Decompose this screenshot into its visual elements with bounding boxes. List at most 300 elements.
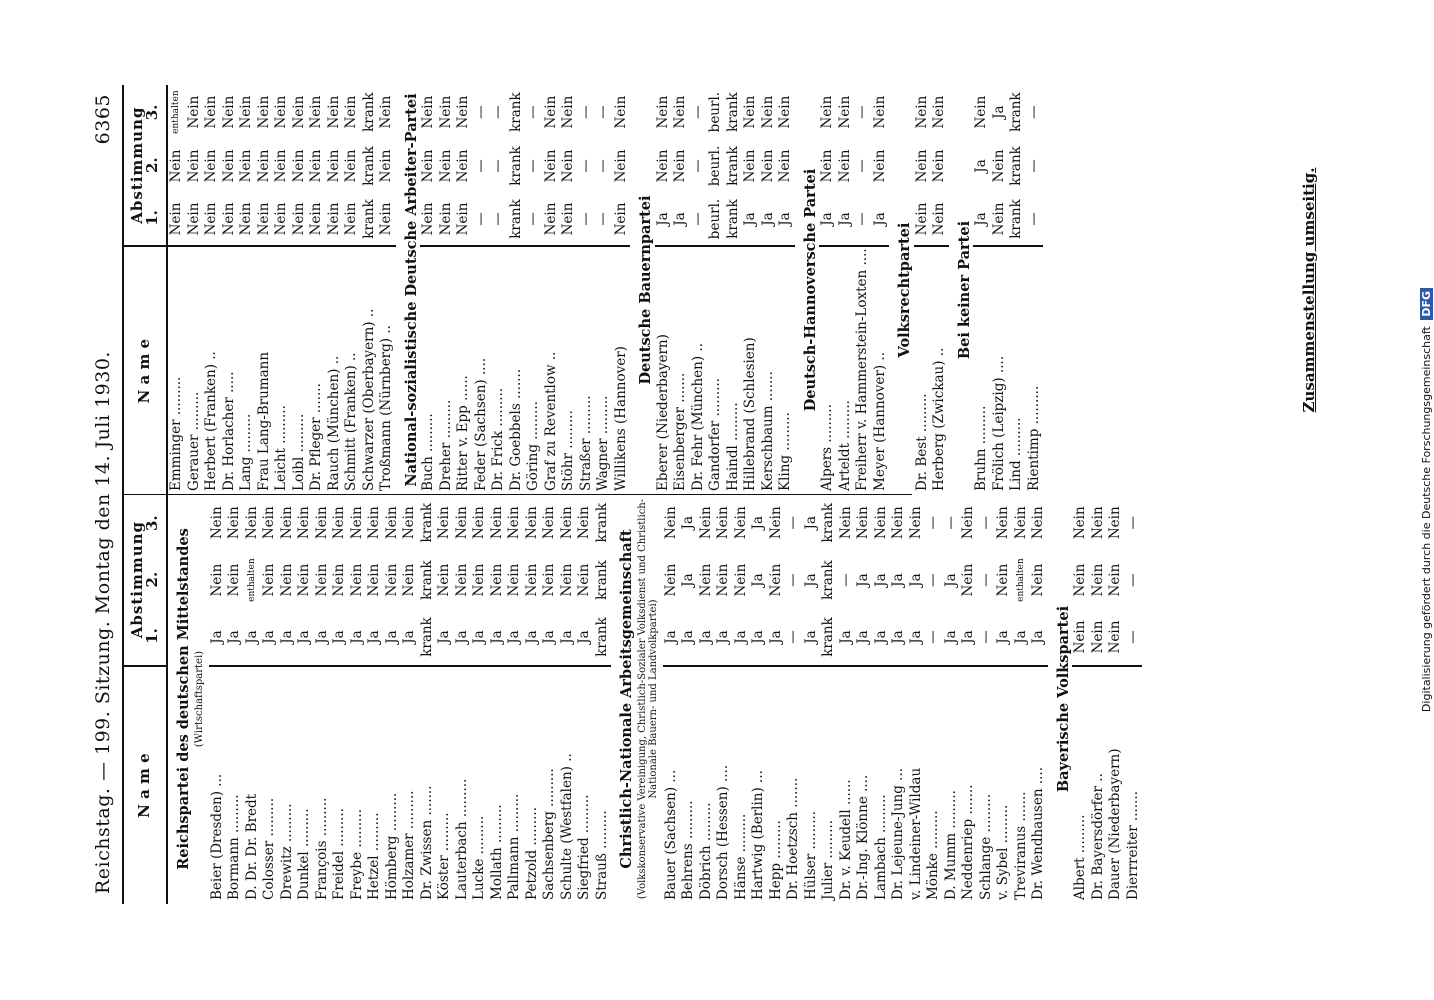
member-row <box>890 494 908 904</box>
vote-3: — <box>977 515 994 530</box>
vote-1: Ja <box>838 609 856 666</box>
vote-3: Nein <box>541 506 557 540</box>
party-heading-row <box>1048 494 1073 904</box>
member-row <box>931 85 949 495</box>
vote-1: krank <box>820 609 838 666</box>
name-header: N a m e <box>123 666 167 904</box>
member-name: Hartwig (Berlin) ... <box>750 770 766 900</box>
vote-1: — <box>473 193 491 247</box>
member-row <box>777 85 795 495</box>
vote-3: Nein <box>203 95 219 129</box>
vote-1: Ja <box>698 609 716 666</box>
member-name: Freybe ......... <box>348 809 365 900</box>
vote-1: Nein <box>326 193 344 247</box>
vote-1: beurl. <box>707 193 725 247</box>
member-name: Bauer (Sachsen) ... <box>662 769 679 900</box>
vote-3: Nein <box>471 506 487 540</box>
vote-1: Ja <box>524 609 542 666</box>
member-row <box>707 85 725 495</box>
vote-2: krank <box>507 146 524 186</box>
vote-3: Nein <box>973 95 989 129</box>
vote-3: Nein <box>913 95 930 129</box>
vote-2: Nein <box>290 149 307 183</box>
vote-1: Ja <box>401 609 419 666</box>
vote-3: Nein <box>401 506 417 540</box>
member-name: Hetzel ......... <box>366 812 382 900</box>
vote-1: Ja <box>1013 609 1031 666</box>
vote-3: Nein <box>767 506 784 540</box>
party-title: Bei keiner Partei <box>955 220 973 360</box>
vote-1: Nein <box>167 193 186 247</box>
vote-2: Nein <box>226 563 242 597</box>
vote-2: Nein <box>836 149 853 183</box>
vote-2: Nein <box>488 563 505 597</box>
member-row <box>420 85 438 495</box>
member-row <box>973 85 991 495</box>
header-row <box>123 494 167 904</box>
member-name: Alpers ......... <box>819 404 835 491</box>
member-name: Dr. Goebbels ....... <box>507 368 524 491</box>
member-name: Leicht ......... <box>273 405 289 491</box>
vote-2: Nein <box>960 563 976 597</box>
vote-2: Ja <box>890 573 906 587</box>
vote-1: — <box>578 193 596 247</box>
vote-3: Ja <box>990 105 1007 119</box>
member-row <box>1090 494 1108 904</box>
member-name: Gandorfer ......... <box>707 377 723 491</box>
vote-2: Nein <box>401 563 417 597</box>
vote-3: Nein <box>995 506 1011 540</box>
member-name: François ......... <box>313 797 330 900</box>
party-title: Christlich-Nationale Arbeitsgemeinschaft <box>618 529 635 869</box>
vote-1: Ja <box>226 609 244 666</box>
vote-1: Ja <box>541 609 559 666</box>
member-row <box>326 85 344 495</box>
vote-1: Nein <box>273 193 291 247</box>
member-name: Colosser ......... <box>261 797 277 900</box>
vote-3: Nein <box>1107 506 1123 540</box>
member-name: Dr. Best ......... <box>913 393 930 491</box>
header-row <box>123 85 167 495</box>
member-name: Dreher ......... <box>437 399 454 491</box>
member-name: Hülser ......... <box>802 810 819 900</box>
vote-3: Nein <box>855 506 871 540</box>
vote-2: Nein <box>1089 563 1106 597</box>
vote-number-c1: 1. <box>143 210 161 226</box>
vote-2: Nein <box>506 563 522 597</box>
member-row <box>473 85 491 495</box>
vote-1: Nein <box>455 193 473 247</box>
vote-1: — <box>690 193 708 247</box>
member-name: v. Sybel ......... <box>995 804 1011 900</box>
member-row <box>1030 494 1048 904</box>
vote-2: Nein <box>523 563 540 597</box>
vote-3: — <box>595 105 611 119</box>
member-row <box>908 494 926 904</box>
member-row <box>331 494 349 904</box>
member-row <box>672 85 690 495</box>
member-name: Dr. Fehr (München) .. <box>689 343 706 491</box>
vote-3: Nein <box>343 95 359 129</box>
vote-1: — <box>595 193 613 247</box>
abstimmung-header <box>123 494 167 666</box>
member-name: Mönke ......... <box>925 810 941 900</box>
vote-2: Nein <box>871 149 888 183</box>
party-subtitle: (Volkskonservative Vereinigung, Christlich-Sozialer Volksdienst und Christlich-Nationale Bauern- und Landvolkpartei) <box>636 498 659 900</box>
vote-1: Ja <box>715 609 733 666</box>
member-name: Graf zu Reventlow .. <box>542 351 559 491</box>
member-row <box>525 85 543 495</box>
vote-2: krank <box>593 560 610 600</box>
vote-1: Ja <box>873 609 891 666</box>
member-row <box>838 494 856 904</box>
member-name: Dr. Wendhausen .... <box>1030 767 1046 900</box>
member-row <box>438 85 456 495</box>
vote-2: Nein <box>672 149 688 183</box>
vote-3: Nein <box>308 95 324 129</box>
vote-2: Nein <box>697 563 714 597</box>
member-name: Strauß ......... <box>593 810 610 900</box>
vote-1: Ja <box>768 609 786 666</box>
vote-2: Nein <box>273 149 289 183</box>
vote-2: krank <box>1008 146 1024 186</box>
member-row <box>559 494 577 904</box>
member-name: Troßmann (Nürnberg) .. <box>378 325 394 491</box>
vote-2: Nein <box>343 149 359 183</box>
vote-numbers <box>145 86 161 244</box>
vote-2: — <box>595 159 611 173</box>
member-row <box>690 85 708 495</box>
member-row <box>349 494 367 904</box>
member-row <box>238 85 256 495</box>
vote-2: Nein <box>931 149 947 183</box>
member-name: Dr. Zwissen ....... <box>418 785 435 900</box>
abstimmung-label: Abstimmung <box>127 520 146 639</box>
member-row <box>680 494 698 904</box>
vote-3: Nein <box>488 506 505 540</box>
party-subtitle-row <box>636 494 663 904</box>
vote-3: krank <box>418 502 435 543</box>
vote-1: Ja <box>663 609 681 666</box>
vote-1: krank <box>594 609 612 666</box>
vote-3: Nein <box>612 95 629 129</box>
member-name: Mollath ......... <box>488 804 505 900</box>
member-name: Neddenriep ....... <box>960 784 976 900</box>
vote-3: Nein <box>506 506 522 540</box>
member-row <box>1026 85 1044 495</box>
member-row <box>261 494 279 904</box>
member-row <box>308 85 326 495</box>
party-heading-row <box>630 85 655 495</box>
vote-3: Nein <box>890 506 906 540</box>
member-row <box>489 494 507 904</box>
vote-2: — <box>785 573 801 587</box>
vote-2: Nein <box>654 149 671 183</box>
vote-3: krank <box>724 92 741 132</box>
member-name: Hepp ......... <box>767 820 784 900</box>
vote-3: Nein <box>836 95 853 129</box>
vote-1: Nein <box>991 193 1009 247</box>
member-row <box>873 494 891 904</box>
vote-2: Nein <box>308 149 324 183</box>
vote-3: Nein <box>558 506 575 540</box>
vote-2: Nein <box>471 563 487 597</box>
vote-3: Ja <box>750 515 766 530</box>
vote-2: Nein <box>348 563 365 597</box>
member-row <box>663 494 681 904</box>
member-name: Lang ......... <box>238 413 254 491</box>
vote-1: Ja <box>908 609 926 666</box>
vote-2: krank <box>724 146 741 186</box>
vote-1: Nein <box>1090 609 1108 666</box>
vote-3: Nein <box>436 506 452 540</box>
member-name: D. Dr. Dr. Bredt <box>243 793 260 900</box>
digitization-note <box>1420 10 1433 990</box>
member-name: Wagner ......... <box>595 395 611 491</box>
member-row <box>613 85 631 495</box>
vote-2: Nein <box>238 149 254 183</box>
vote-2: Nein <box>759 149 776 183</box>
party-title: Volksrechtpartei <box>896 222 913 358</box>
member-name: Meyer (Hannover) .. <box>871 352 888 491</box>
member-row <box>209 494 227 904</box>
vote-2: Nein <box>742 149 758 183</box>
member-row <box>455 85 473 495</box>
vote-3: Nein <box>837 506 854 540</box>
vote-3: Nein <box>777 95 793 129</box>
vote-3: Nein <box>1030 506 1046 540</box>
member-name: v. Lindeiner-Wildau <box>907 767 924 900</box>
vote-3: — <box>785 515 801 530</box>
vote-1: Ja <box>1030 609 1048 666</box>
vote-3: — <box>942 515 959 530</box>
vote-1: Ja <box>261 609 279 666</box>
vote-2: Nein <box>455 149 471 183</box>
vote-2: Nein <box>558 563 575 597</box>
member-row <box>914 85 932 495</box>
member-row <box>508 85 526 495</box>
member-name: Frölich (Leipzig) .... <box>990 355 1007 491</box>
member-name: D. Mumm ......... <box>942 790 959 900</box>
vote-3: Nein <box>871 95 888 129</box>
vote-1: Ja <box>973 193 991 247</box>
member-name: Rauch (München) .. <box>325 355 342 491</box>
vote-1: Ja <box>296 609 314 666</box>
vote-2: beurl. <box>707 145 723 187</box>
vote-2: Nein <box>208 563 225 597</box>
vote-3: Nein <box>420 95 436 129</box>
vote-3: — <box>854 105 870 119</box>
vote-3: Nein <box>715 506 731 540</box>
vote-1: Ja <box>872 193 890 247</box>
member-row <box>167 85 186 495</box>
vote-3: beurl. <box>707 91 723 133</box>
vote-2: Nein <box>576 563 592 597</box>
vote-3: Nein <box>931 95 947 129</box>
vote-2: Ja <box>802 573 819 587</box>
member-name: Kerschbaum ....... <box>759 371 776 491</box>
vote-2: Nein <box>383 563 400 597</box>
member-row <box>715 494 733 904</box>
vote-2: Ja <box>872 573 889 587</box>
member-name: Petzold ......... <box>523 806 540 900</box>
member-name: Straßer ......... <box>577 395 594 491</box>
member-row <box>872 85 890 495</box>
abstimmung-header <box>123 85 167 246</box>
vote-table-right <box>122 85 1043 495</box>
vote-3: Nein <box>378 95 394 129</box>
vote-1: — <box>978 609 996 666</box>
member-name: Dr. Lejeune-Jung ... <box>890 767 906 900</box>
member-row <box>837 85 855 495</box>
member-name: Dr. Pfleger ....... <box>308 383 324 491</box>
member-row <box>576 494 594 904</box>
vote-1: Ja <box>366 609 384 666</box>
page-header <box>92 94 122 904</box>
member-row <box>273 85 291 495</box>
vote-2: Nein <box>560 149 576 183</box>
vote-2: Nein <box>541 563 557 597</box>
member-name: Lambach ......... <box>872 794 889 900</box>
member-name: Feder (Sachsen) .... <box>472 357 489 491</box>
vote-3: enthalten <box>171 90 181 134</box>
member-name: Treviranus ....... <box>1012 791 1029 900</box>
vote-3: Nein <box>331 506 347 540</box>
vote-3: Nein <box>255 95 272 129</box>
vote-3: Nein <box>1012 506 1029 540</box>
member-name: Hillebrand (Schlesien) <box>742 337 758 491</box>
vote-3: Nein <box>1072 506 1088 540</box>
vote-3: Nein <box>662 506 679 540</box>
member-row <box>361 85 379 495</box>
vote-number-c1: 1. <box>143 628 161 644</box>
vote-1: Nein <box>238 193 256 247</box>
party-title: Reichspartei des deutschen Mittelstandes <box>175 528 192 870</box>
vote-1: — <box>1026 193 1044 247</box>
vote-2: Nein <box>990 149 1007 183</box>
member-name: Freiherr v. Hammerstein-Loxten .... <box>854 248 870 491</box>
vote-2: krank <box>360 146 377 186</box>
member-name: Hömberg ......... <box>383 792 400 900</box>
member-name: Herberg (Zwickau) .. <box>931 347 947 491</box>
vote-1: Nein <box>221 193 239 247</box>
vote-3: krank <box>593 502 610 543</box>
vote-2: Nein <box>168 149 184 183</box>
vote-2: — <box>577 159 594 173</box>
vote-2: Ja <box>855 573 871 587</box>
vote-1: Nein <box>931 193 949 247</box>
member-row <box>733 494 751 904</box>
dfg-logo: DFG <box>1420 288 1433 320</box>
party-subtitle-row <box>193 494 209 904</box>
member-name: Dorsch (Hessen) .... <box>715 764 731 900</box>
vote-3: — <box>525 105 541 119</box>
vote-1: Ja <box>506 609 524 666</box>
member-row <box>655 85 673 495</box>
vote-3: Nein <box>819 95 835 129</box>
vote-3: Nein <box>243 506 260 540</box>
vote-2: Nein <box>296 563 312 597</box>
member-name: Lucke ......... <box>471 815 487 900</box>
member-name: Loibl ......... <box>290 413 307 491</box>
vote-1: Nein <box>186 193 204 247</box>
vote-3: krank <box>1008 92 1024 132</box>
vote-2: Ja <box>750 573 766 587</box>
vote-3: Nein <box>273 95 289 129</box>
vote-1: Ja <box>559 609 577 666</box>
member-row <box>291 85 309 495</box>
vote-1: Ja <box>837 193 855 247</box>
name-header: N a m e <box>123 246 167 495</box>
vote-1: krank <box>508 193 526 247</box>
vote-1: Ja <box>777 193 795 247</box>
vote-2: Nein <box>313 563 330 597</box>
party-title: National-sozialistische Deutsche Arbeiter-Partei <box>402 93 420 487</box>
vote-1: Ja <box>960 609 978 666</box>
vote-3: Nein <box>313 506 330 540</box>
member-row <box>221 85 239 495</box>
member-row <box>384 494 402 904</box>
vote-1: Nein <box>343 193 361 247</box>
member-name: Pallmann ......... <box>506 793 522 900</box>
member-name: Holzamer ......... <box>401 790 417 900</box>
vote-1: Ja <box>471 609 489 666</box>
vote-3: Nein <box>238 95 254 129</box>
vote-2: Nein <box>767 563 784 597</box>
vote-3: Nein <box>742 95 758 129</box>
vote-2: Nein <box>278 563 295 597</box>
vote-2: Nein <box>1107 563 1123 597</box>
vote-1: Nein <box>308 193 326 247</box>
vote-2: — <box>1025 159 1042 173</box>
vote-2: Nein <box>203 149 219 183</box>
vote-1: Ja <box>995 609 1013 666</box>
vote-3: Nein <box>185 95 202 129</box>
member-name: Haindl ......... <box>724 402 741 491</box>
member-row <box>1013 494 1031 904</box>
party-title: Deutsch-Hannoversche Partei <box>801 168 819 412</box>
member-row <box>543 85 561 495</box>
member-row <box>595 85 613 495</box>
vote-1: Ja <box>655 193 673 247</box>
vote-2: Nein <box>220 149 237 183</box>
vote-3: Nein <box>296 506 312 540</box>
vote-1: krank <box>1008 193 1026 247</box>
member-name: Bruhn ......... <box>973 405 989 491</box>
member-row <box>490 85 508 495</box>
member-row <box>226 494 244 904</box>
vote-3: Nein <box>261 506 277 540</box>
member-name: Bormann ......... <box>226 794 242 900</box>
vote-2: krank <box>418 560 435 600</box>
vote-2: Ja <box>907 573 924 587</box>
vote-1: — <box>785 609 803 666</box>
member-row <box>541 494 559 904</box>
member-row <box>1107 494 1125 904</box>
member-name: Frau Lang-Brumann <box>255 351 272 491</box>
vote-2: Nein <box>662 563 679 597</box>
party-title: Bayerische Volkspartei <box>1054 605 1072 793</box>
vote-2: krank <box>820 560 836 600</box>
member-row <box>401 494 419 904</box>
vote-table-left <box>122 494 1142 904</box>
header-title: Reichstag. — 199. Sitzung. Montag den 14. Juli 1930. <box>92 351 114 894</box>
member-row <box>995 494 1013 904</box>
member-name: Schlange ......... <box>977 793 994 900</box>
vote-3: — <box>1025 105 1042 119</box>
vote-1: krank <box>725 193 743 247</box>
vote-3: — <box>490 105 506 119</box>
